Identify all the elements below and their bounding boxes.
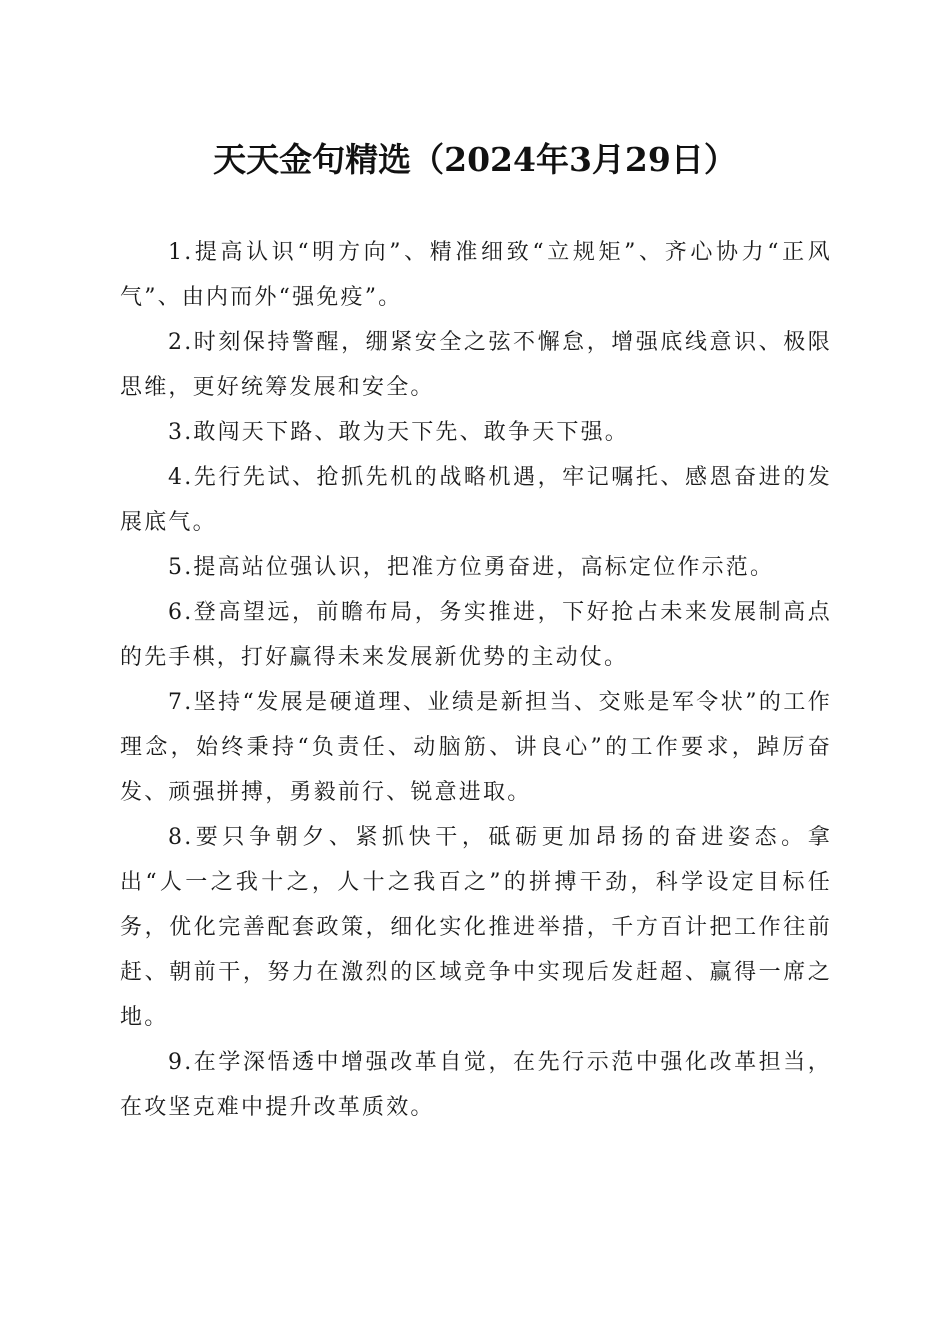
document-title: 天天金句精选（2024年3月29日） (213, 140, 737, 179)
paragraph-2: 2.时刻保持警醒，绷紧安全之弦不懈怠，增强底线意识、极限思维，更好统筹发展和安全。 (120, 330, 832, 400)
paragraph-7: 7.坚持“发展是硬道理、业绩是新担当、交账是军令状”的工作理念，始终秉持“负责任、动脑筋、讲良心”的工作要求，踔厉奋发、顽强拼搏，勇毅前行、锐意进取。 (120, 690, 832, 805)
paragraph-4: 4.先行先试、抢抓先机的战略机遇，牢记嘱托、感恩奋进的发展底气。 (120, 465, 832, 535)
paragraph-8: 8.要只争朝夕、紧抓快干，砥砺更加昂扬的奋进姿态。拿出“人一之我十之，人十之我百之”的拼搏干劲，科学设定目标任务，优化完善配套政策，细化实化推进举措，千方百计把工作往前赶、朝前干，努力在激烈的区域竞争中实现后发赶超、赢得一席之地。 (120, 825, 832, 1030)
paragraph-5: 5.提高站位强认识，把准方位勇奋进，高标定位作示范。 (168, 555, 775, 580)
paragraph-1: 1.提高认识“明方向”、精准细致“立规矩”、齐心协力“正风气”、由内而外“强免疫”。 (120, 240, 832, 310)
paragraph-6: 6.登高望远，前瞻布局，务实推进，下好抢占未来发展制高点的先手棋，打好赢得未来发展新优势的主动仗。 (120, 600, 832, 670)
paragraph-3: 3.敢闯天下路、敢为天下先、敢争天下强。 (168, 420, 629, 445)
paragraph-9: 9.在学深悟透中增强改革自觉，在先行示范中强化改革担当，在攻坚克难中提升改革质效。 (120, 1050, 832, 1120)
document-body (120, 230, 832, 1130)
